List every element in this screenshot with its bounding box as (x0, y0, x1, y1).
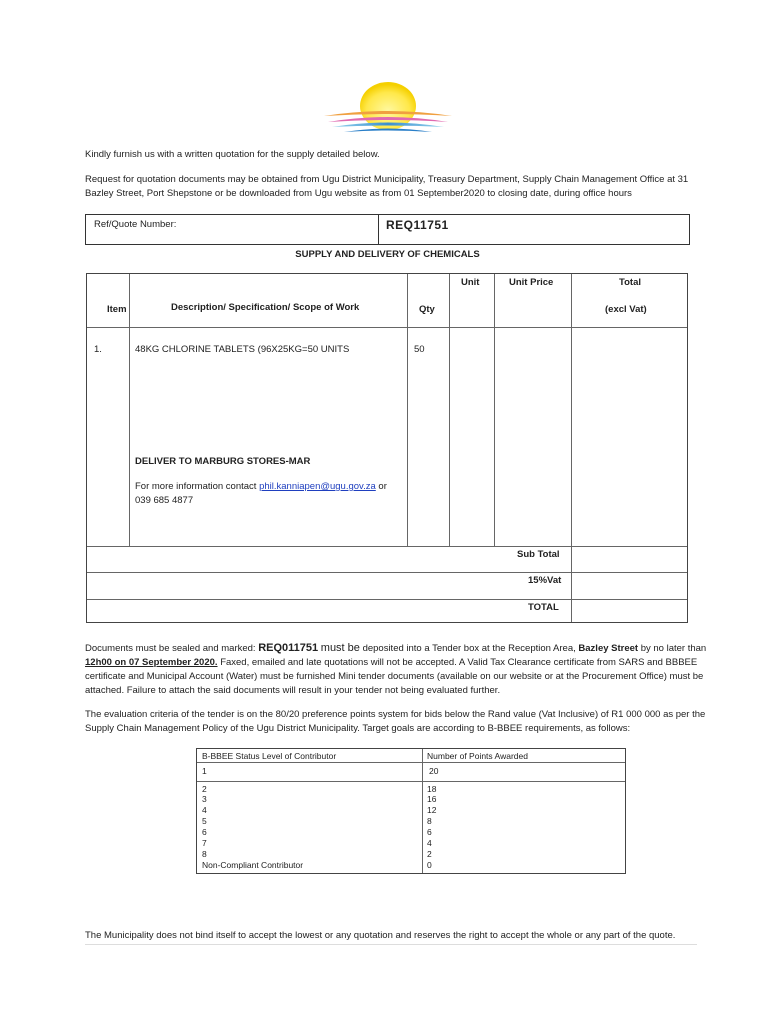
vat-label: 15%Vat (528, 575, 562, 586)
ref-quote-box (85, 214, 690, 245)
municipality-logo (322, 78, 454, 136)
table-row (197, 794, 625, 805)
intro-obtain-documents: Request for quotation documents may be obtained from Ugu District Municipality, Treasury Department, Supply Chain Management Office at 31 Bazley Street, Port Shepstone or be downloaded from Ugu website as from 01 September2020 to closing date, during office hours (85, 174, 689, 199)
delivery-instruction: DELIVER TO MARBURG STORES-MAR (135, 456, 311, 467)
conditions-part1: Documents must be sealed and marked: (85, 643, 256, 654)
header-qty: Qty (419, 304, 435, 315)
points-row-divider (197, 781, 625, 782)
points-header-points: Number of Points Awarded (427, 751, 528, 761)
points-header-level: B-BBEE Status Level of Contributor (202, 751, 337, 761)
table-row (197, 849, 625, 860)
points-cell: 12 (427, 805, 437, 815)
contact-prefix: For more information contact (135, 481, 257, 492)
points-cell: 18 (427, 784, 437, 794)
level-cell: 8 (202, 849, 207, 859)
row-description: 48KG CHLORINE TABLETS (96X25KG=50 UNITS (135, 344, 350, 355)
table-row (197, 766, 625, 777)
points-cell: 0 (427, 860, 432, 870)
footer-disclaimer: The Municipality does not bind itself to accept the lowest or any quotation and reserves the right to accept the whole or any part of the quote. (85, 930, 676, 941)
table-row (197, 827, 625, 838)
table-row (197, 805, 625, 816)
conditions-deadline: 12h00 on 07 September 2020. (85, 657, 218, 668)
points-header-divider (197, 762, 625, 763)
row-divider (87, 599, 687, 600)
points-cell: 16 (427, 794, 437, 804)
ref-quote-label: Ref/Quote Number: (94, 219, 177, 230)
header-divider (87, 327, 687, 328)
quotation-table (86, 273, 688, 623)
level-cell: 3 (202, 794, 207, 804)
ref-quote-number: REQ11751 (386, 218, 449, 232)
points-cell: 2 (427, 849, 432, 859)
contact-suffix: or (378, 481, 387, 492)
conditions-part2: deposited into a Tender box at the Reception Area, (362, 643, 576, 654)
level-cell: 1 (202, 766, 207, 776)
section-title: SUPPLY AND DELIVERY OF CHEMICALS (295, 249, 480, 260)
header-unit: Unit (461, 277, 480, 288)
points-cell: 6 (427, 827, 432, 837)
total-label: TOTAL (528, 602, 559, 613)
row-qty: 50 (414, 344, 425, 355)
level-cell: 6 (202, 827, 207, 837)
header-unit-price: Unit Price (509, 277, 554, 288)
table-row (197, 838, 625, 849)
header-total: Total (619, 277, 641, 288)
level-cell: Non-Compliant Contributor (202, 860, 304, 870)
ref-divider (378, 215, 379, 244)
contact-email-link[interactable]: phil.kanniapen@ugu.gov.za (259, 481, 376, 492)
conditions-part4: Faxed, emailed and late quotations will not be accepted. A Valid Tax Clearance certificate from SARS and BBBEE certificate and Municipal Account (Water) must be furnished Mini tender documents (available on our website or at the Procurement Office) must be attached. Failure to attach the said documents will result in your tender not being evaluated further. (85, 657, 704, 696)
contact-phone: 039 685 4877 (135, 495, 194, 506)
level-cell: 7 (202, 838, 207, 848)
bbbee-points-table (196, 748, 626, 874)
row-item-number: 1. (94, 344, 102, 355)
contact-info (135, 480, 405, 508)
conditions-ref: REQ011751 (258, 642, 319, 654)
col-divider (129, 274, 130, 546)
level-cell: 5 (202, 816, 207, 826)
evaluation-criteria: The evaluation criteria of the tender is on the 80/20 preference points system for bids below the Rand value (Vat Inclusive) of R1 000 000 as per the Supply Chain Management Policy of the Ugu District Municipality. Target goals are according to B-BBEE requirements, as follows: (85, 709, 706, 734)
submission-conditions (85, 641, 710, 698)
conditions-bazley: Bazley Street (578, 643, 639, 654)
col-divider (407, 274, 408, 546)
points-cell: 4 (427, 838, 432, 848)
level-cell: 4 (202, 805, 207, 815)
points-cell: 8 (427, 816, 432, 826)
intro-request: Kindly furnish us with a written quotation for the supply detailed below. (85, 149, 380, 160)
points-header-row (197, 751, 625, 762)
header-description: Description/ Specification/ Scope of Work (171, 302, 360, 313)
col-divider (449, 274, 450, 546)
level-cell: 2 (202, 784, 207, 794)
points-cell: 20 (429, 766, 439, 776)
header-item: Item (107, 304, 127, 315)
table-row (197, 860, 625, 871)
header-excl-vat: (excl Vat) (605, 304, 647, 315)
footer-divider (85, 944, 697, 945)
col-divider (494, 274, 495, 546)
row-divider (87, 546, 687, 547)
conditions-part3: by no later than (640, 643, 707, 654)
row-divider (87, 572, 687, 573)
subtotal-label: Sub Total (517, 549, 560, 560)
conditions-must-be: must be (320, 642, 360, 654)
table-row (197, 816, 625, 827)
